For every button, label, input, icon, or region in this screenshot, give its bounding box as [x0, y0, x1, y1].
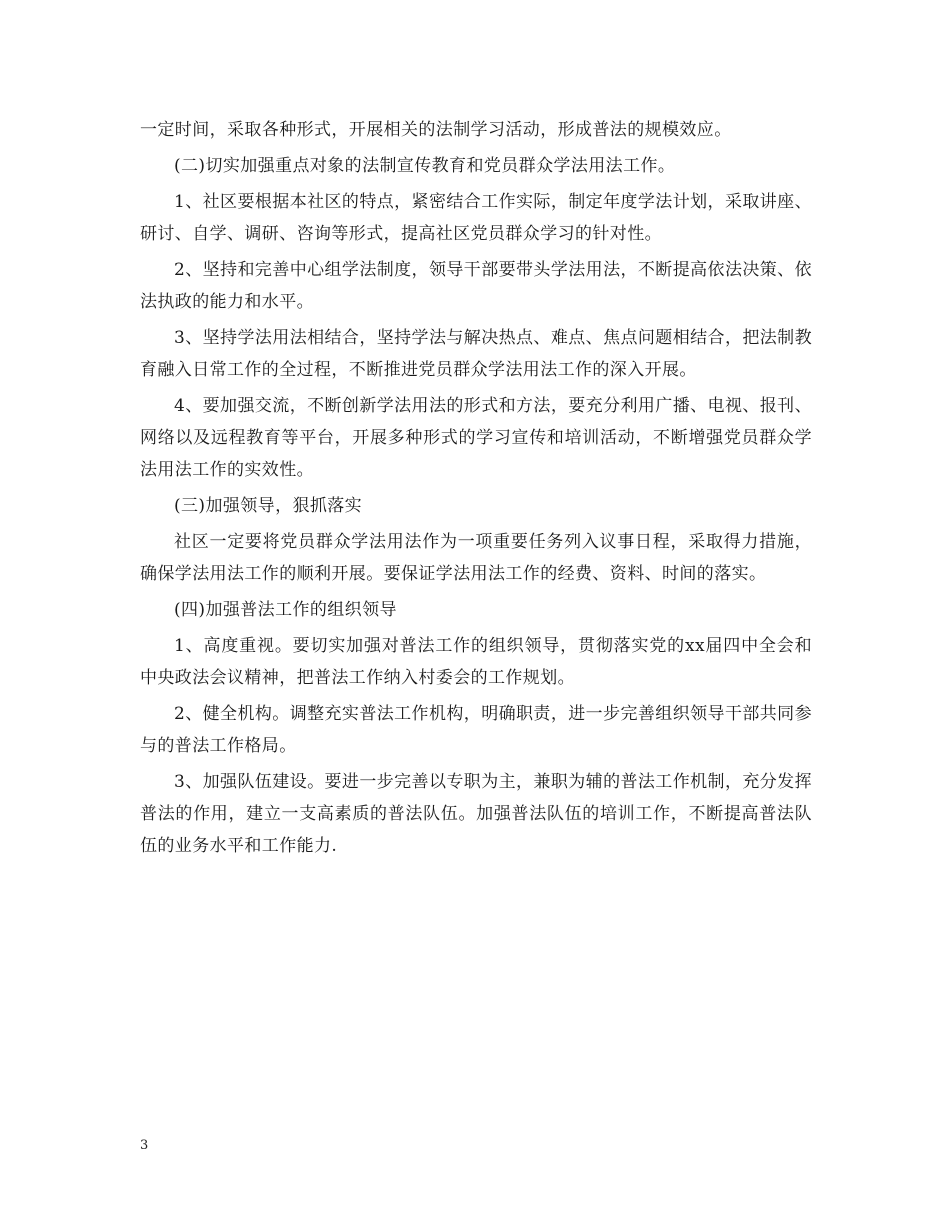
- paragraph-continuation: 一定时间，采取各种形式，开展相关的法制学习活动，形成普法的规模效应。: [140, 120, 732, 140]
- paragraph-section-3: 社区一定要将党员群众学法用法作为一项重要任务列入议事日程，采取得力措施，确保学法用法工作的顺利开展。要保证学法用法工作的经费、资料、时间的落实。: [140, 532, 812, 584]
- section-heading-2: (二)切实加强重点对象的法制宣传教育和党员群众学法用法工作。: [174, 156, 676, 176]
- paragraph-item-4-3: 3、加强队伍建设。要进一步完善以专职为主，兼职为辅的普法工作机制，充分发挥普法的作用，建立一支高素质的普法队伍。加强普法队伍的培训工作，不断提高普法队伍的业务水平和工作能力.: [140, 772, 812, 856]
- section-heading-3: (三)加强领导，狠抓落实: [174, 496, 363, 516]
- paragraph-item-2-1: 1、社区要根据本社区的特点，紧密结合工作实际，制定年度学法计划，采取讲座、研讨、自学、调研、咨询等形式，提高社区党员群众学习的针对性。: [140, 192, 812, 244]
- paragraph-item-4-2: 2、健全机构。调整充实普法工作机构，明确职责，进一步完善组织领导干部共同参与的普法工作格局。: [140, 704, 812, 756]
- document-body: [140, 114, 812, 866]
- section-heading-4: (四)加强普法工作的组织领导: [174, 600, 397, 620]
- paragraph-item-2-2: 2、坚持和完善中心组学法制度，领导干部要带头学法用法，不断提高依法决策、依法执政的能力和水平。: [140, 260, 812, 312]
- paragraph-item-2-4: 4、要加强交流，不断创新学法用法的形式和方法，要充分利用广播、电视、报刊、网络以及远程教育等平台，开展多种形式的学习宣传和培训活动，不断增强党员群众学法用法工作的实效性。: [140, 396, 812, 480]
- paragraph-item-2-3: 3、坚持学法用法相结合，坚持学法与解决热点、难点、焦点问题相结合，把法制教育融入日常工作的全过程，不断推进党员群众学法用法工作的深入开展。: [140, 328, 812, 380]
- paragraph-item-4-1: 1、高度重视。要切实加强对普法工作的组织领导，贯彻落实党的xx届四中全会和中央政法会议精神，把普法工作纳入村委会的工作规划。: [140, 636, 812, 688]
- page-number: 3: [140, 1138, 149, 1153]
